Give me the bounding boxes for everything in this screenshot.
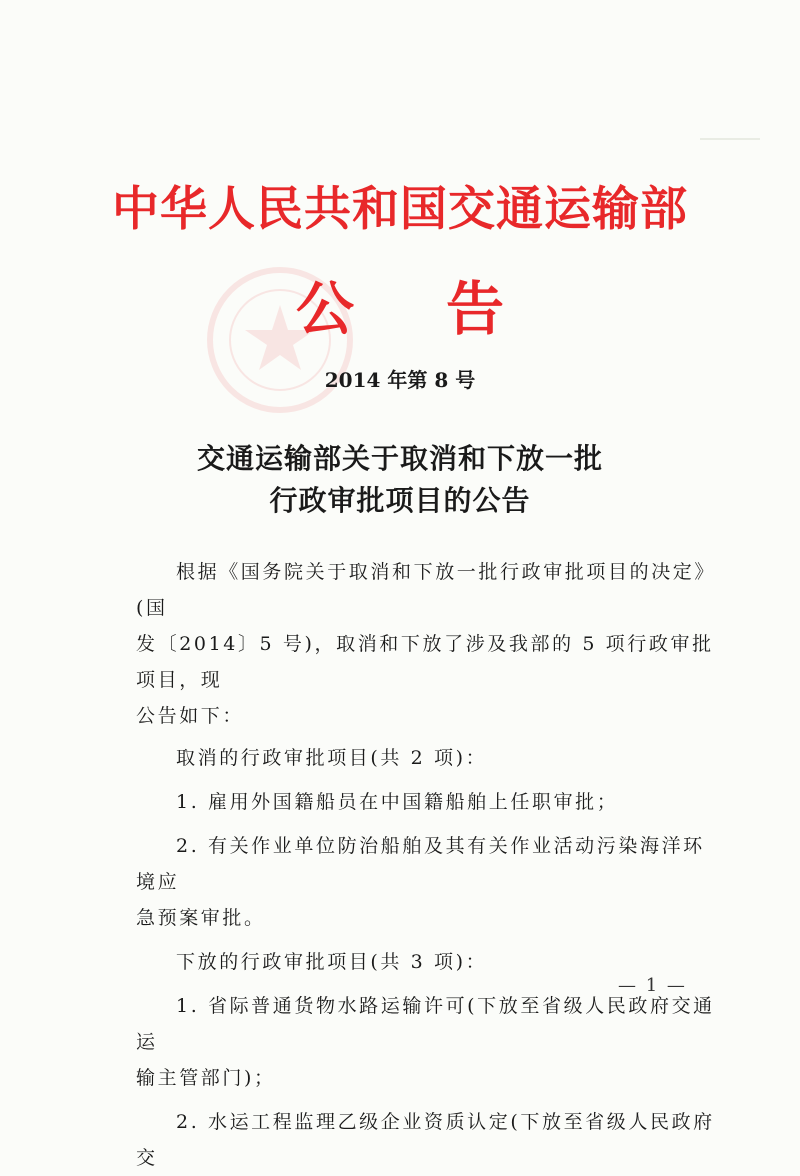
- delegate-item-1-line1: 1. 省际普通货物水路运输许可(下放至省级人民政府交通运: [136, 995, 715, 1053]
- document-title-line1: 交通运输部关于取消和下放一批: [196, 442, 603, 475]
- cancel-item-1: 1. 雇用外国籍船员在中国籍船舶上任职审批；: [176, 791, 619, 813]
- announcement-char-2: 告: [446, 275, 505, 343]
- scan-artifact: [700, 138, 760, 140]
- page-number: — 1 —: [618, 975, 687, 996]
- body-text: [136, 554, 716, 1176]
- cancel-heading: 取消的行政审批项目(共 2 项)：: [176, 747, 488, 769]
- delegate-item-2-line1: 2. 水运工程监理乙级企业资质认定(下放至省级人民政府交: [136, 1111, 715, 1169]
- announcement-heading: [0, 274, 800, 344]
- ministry-title: 中华人民共和国交通运输部: [112, 182, 688, 237]
- delegate-heading: 下放的行政审批项目(共 3 项)：: [176, 951, 488, 973]
- document-title-line2: 行政审批项目的公告: [269, 484, 531, 517]
- intro-line3: 公告如下：: [136, 705, 245, 727]
- cancel-item-2-line1: 2. 有关作业单位防治船舶及其有关作业活动污染海洋环境应: [136, 835, 705, 893]
- intro-line2: 发〔2014〕5 号)，取消和下放了涉及我部的 5 项行政审批项目，现: [136, 633, 714, 691]
- delegate-item-1-line2: 输主管部门)；: [136, 1067, 276, 1089]
- announcement-char-1: 公: [295, 275, 354, 343]
- intro-line1: 根据《国务院关于取消和下放一批行政审批项目的决定》(国: [136, 561, 717, 619]
- cancel-item-2-line2: 急预案审批。: [136, 907, 266, 929]
- document-number: 2014 年第 8 号: [324, 368, 476, 392]
